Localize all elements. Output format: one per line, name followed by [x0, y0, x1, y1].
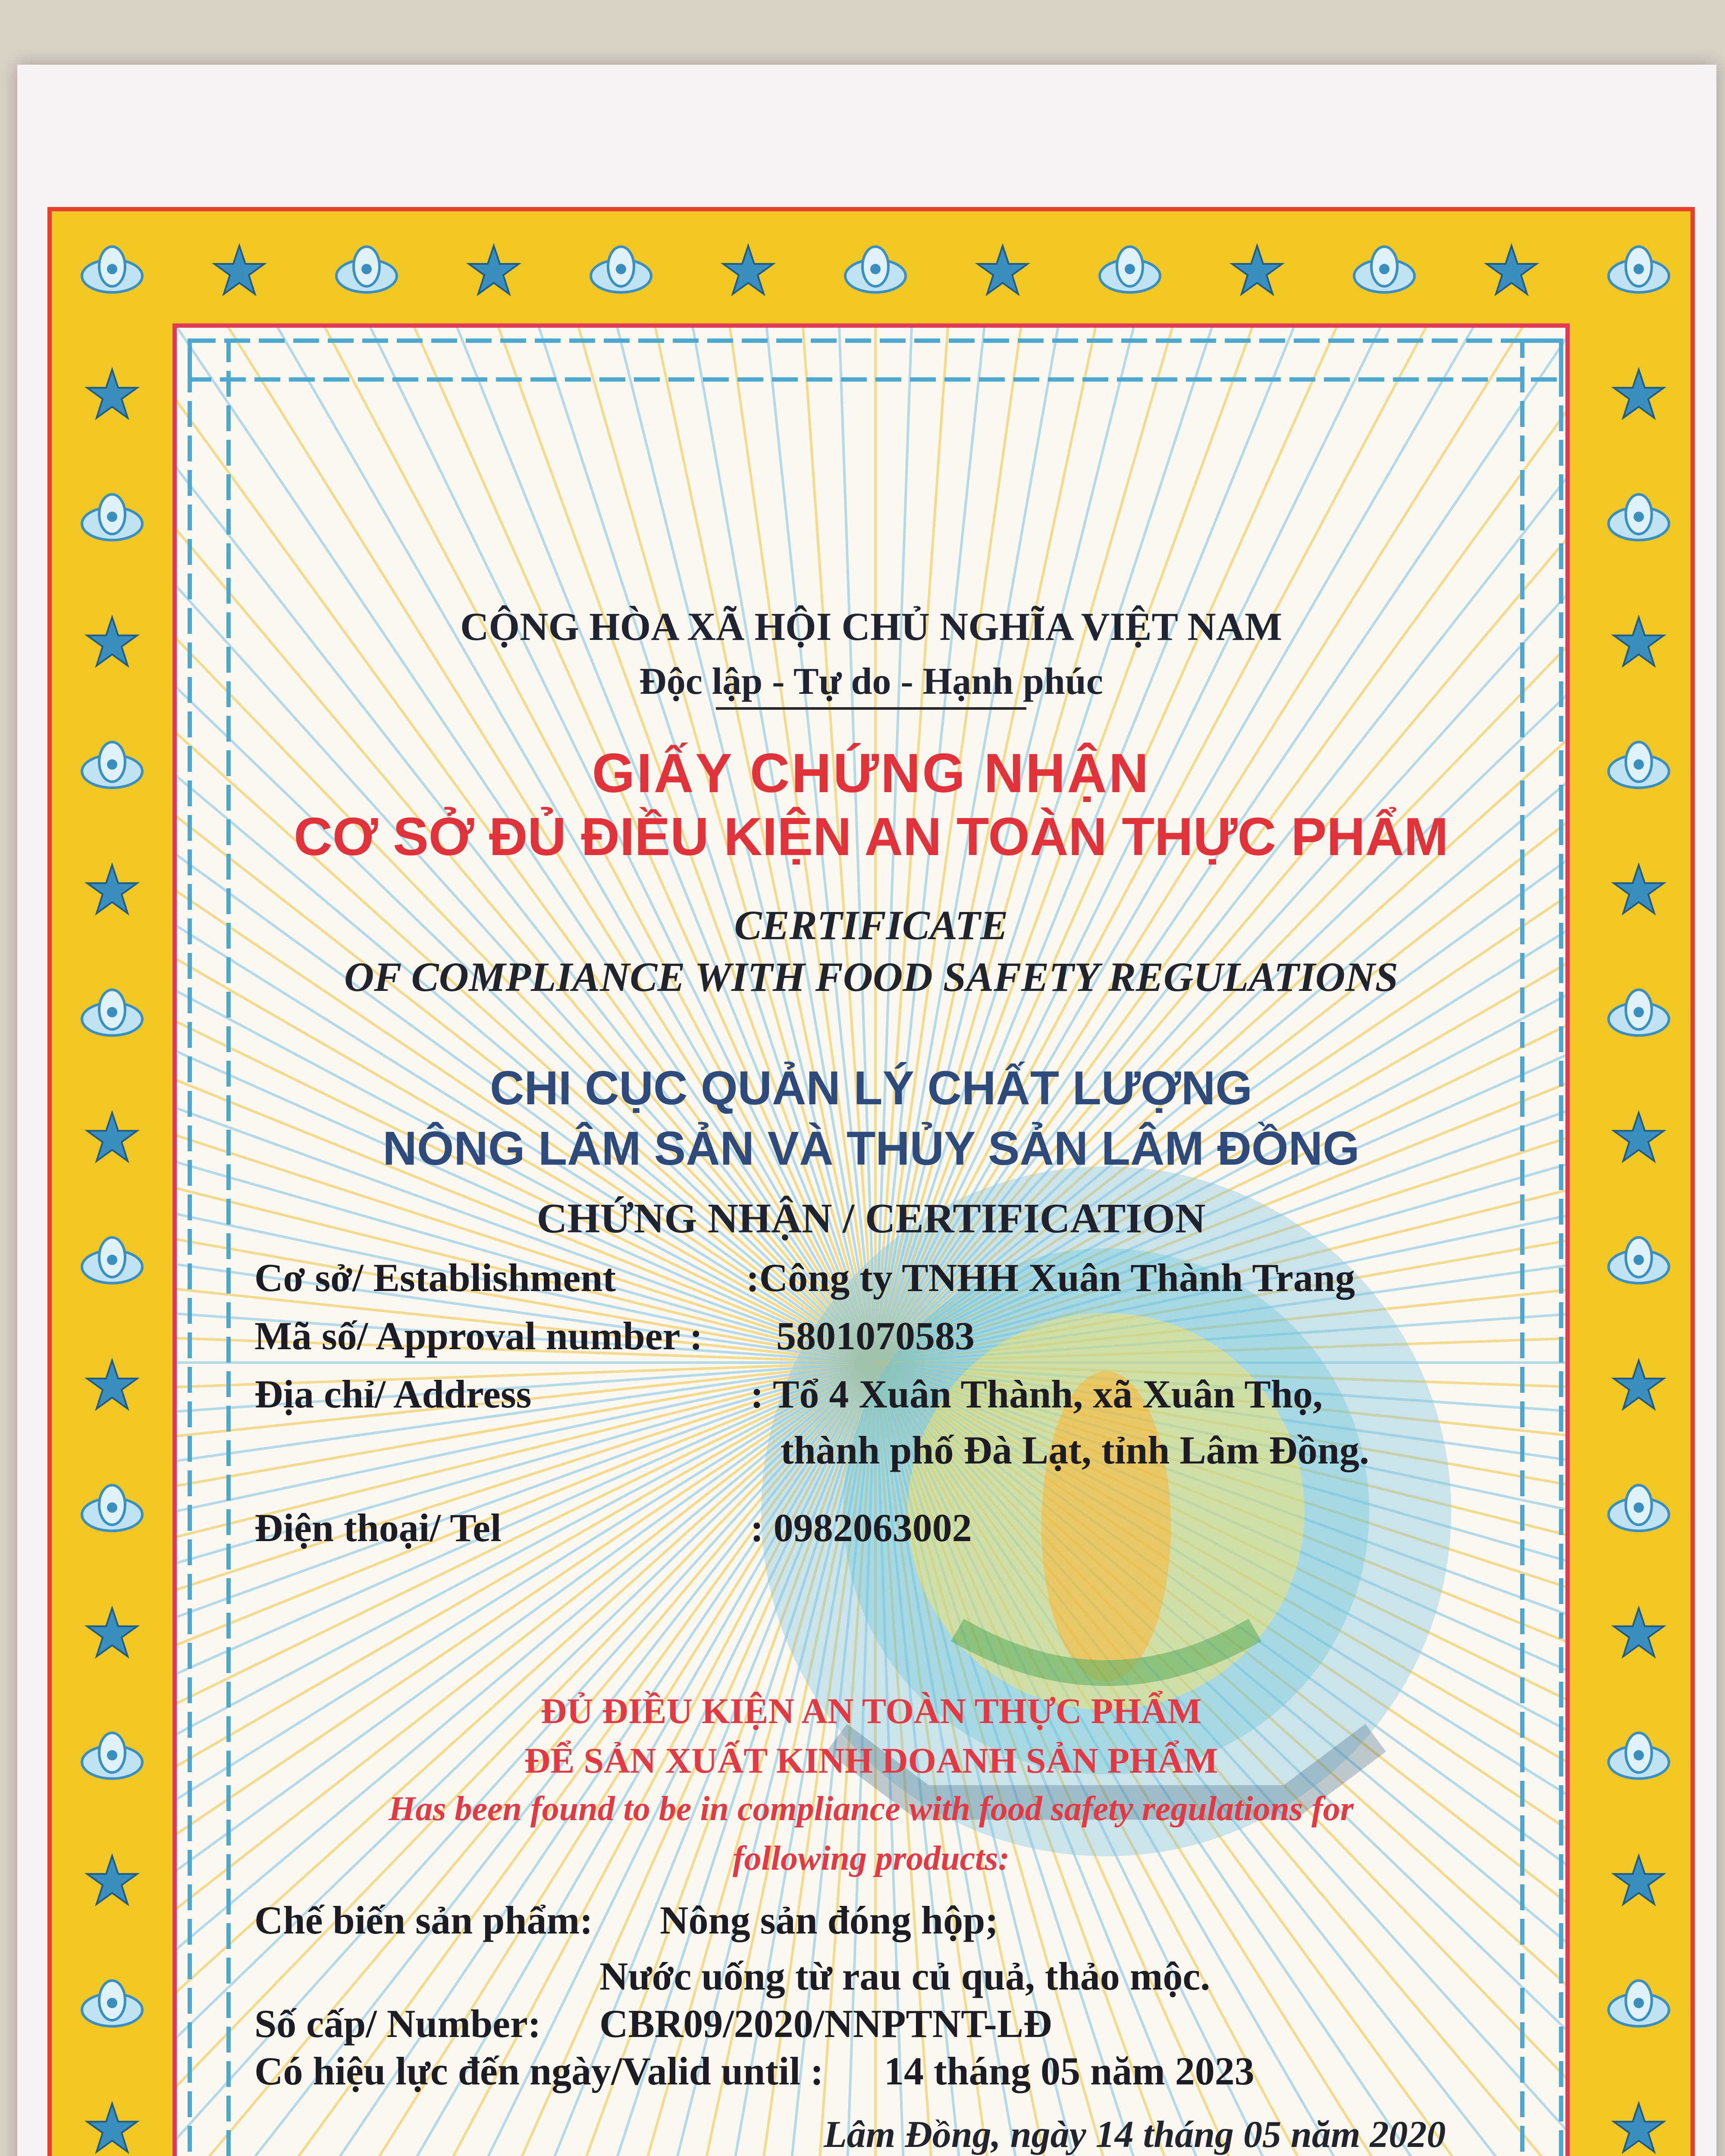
lotus-ornament-icon: [845, 247, 906, 292]
star-ornament-icon: [87, 1113, 137, 1161]
star-ornament-icon: [87, 865, 137, 913]
compliance-statement-en-line1: Has been found to be in compliance with food safety regulations for: [389, 1790, 1354, 1828]
star-ornament-icon: [469, 246, 519, 294]
star-ornament-icon: [1614, 1856, 1664, 1904]
lotus-ornament-icon: [82, 494, 142, 540]
ornamental-border: [47, 207, 1695, 2156]
compliance-statement-vn-line1: ĐỦ ĐIỀU KIỆN AN TOÀN THỰC PHẨM: [540, 1691, 1202, 1731]
star-ornament-icon: [1614, 1608, 1664, 1656]
address-value-line2: thành phố Đà Lạt, tỉnh Lâm Đồng.: [781, 1428, 1370, 1472]
star-ornament-icon: [1487, 246, 1537, 294]
star-ornament-icon: [87, 617, 137, 666]
phone-value: : 0982063002: [750, 1506, 972, 1550]
certificate-title-vn: GIẤY CHỨNG NHẬN: [592, 743, 1151, 804]
certificate-title-en: CERTIFICATE: [734, 902, 1008, 948]
lotus-ornament-icon: [82, 247, 142, 292]
star-ornament-icon: [87, 370, 137, 418]
star-ornament-icon: [723, 246, 773, 294]
star-ornament-icon: [1614, 865, 1664, 913]
approval-number-value: 5801070583: [776, 1314, 975, 1358]
lotus-ornament-icon: [1609, 1733, 1669, 1779]
national-title: CỘNG HÒA XÃ HỘI CHỦ NGHĨA VIỆT NAM: [460, 605, 1282, 649]
products-line2: Nước uống từ rau củ quả, thảo mộc.: [599, 1954, 1211, 1998]
lotus-ornament-icon: [1609, 1981, 1669, 2026]
place-and-date: Lâm Đồng, ngày 14 tháng 05 năm 2020: [824, 2114, 1446, 2156]
certificate-subtitle-en: OF COMPLIANCE WITH FOOD SAFETY REGULATIONS: [344, 954, 1399, 1000]
agency-name-line1: CHI CỤC QUẢN LÝ CHẤT LƯỢNG: [490, 1062, 1252, 1115]
star-ornament-icon: [1614, 1360, 1664, 1409]
products-line1: Nông sản đóng hộp;: [660, 1898, 998, 1942]
lotus-ornament-icon: [82, 1981, 142, 2026]
star-ornament-icon: [87, 1856, 137, 1904]
lotus-ornament-icon: [82, 1238, 142, 1283]
establishment-label: Cơ sở/ Establishment: [254, 1256, 616, 1300]
star-ornament-icon: [87, 1360, 137, 1409]
agency-name-line2: NÔNG LÂM SẢN VÀ THỦY SẢN LÂM ĐỒNG: [383, 1122, 1360, 1175]
certificate-content: [177, 328, 1565, 2156]
star-ornament-icon: [87, 1608, 137, 1656]
lotus-ornament-icon: [82, 990, 142, 1035]
lotus-ornament-icon: [82, 1733, 142, 1779]
star-ornament-icon: [1232, 246, 1282, 294]
motto-underline: [716, 707, 1026, 710]
lotus-ornament-icon: [591, 247, 651, 292]
lotus-ornament-icon: [82, 742, 142, 788]
compliance-statement-en-line2: following products:: [732, 1839, 1010, 1877]
lotus-ornament-icon: [1609, 990, 1669, 1035]
star-ornament-icon: [978, 246, 1028, 294]
address-value-line1: : Tổ 4 Xuân Thành, xã Xuân Thọ,: [750, 1372, 1323, 1416]
lotus-ornament-icon: [1354, 247, 1414, 292]
star-ornament-icon: [87, 2103, 137, 2152]
star-ornament-icon: [1614, 370, 1664, 418]
certificate-paper: [17, 65, 1716, 2156]
address-label: Địa chỉ/ Address: [254, 1372, 532, 1416]
validity-value: 14 tháng 05 năm 2023: [884, 2049, 1255, 2093]
approval-number-label: Mã số/ Approval number :: [254, 1314, 703, 1358]
national-motto: Độc lập - Tự do - Hạnh phúc: [639, 661, 1103, 702]
establishment-value: :Công ty TNHH Xuân Thành Trang: [746, 1256, 1355, 1300]
phone-label: Điện thoại/ Tel: [254, 1506, 502, 1550]
number-value: CBR09/2020/NNPTNT-LĐ: [599, 2002, 1052, 2046]
certification-heading: CHỨNG NHẬN / CERTIFICATION: [536, 1195, 1206, 1242]
lotus-ornament-icon: [1609, 494, 1669, 540]
inner-panel: [172, 323, 1570, 2156]
lotus-ornament-icon: [1100, 247, 1160, 292]
lotus-ornament-icon: [1609, 742, 1669, 788]
lotus-ornament-icon: [82, 1485, 142, 1531]
lotus-ornament-icon: [1609, 1485, 1669, 1531]
star-ornament-icon: [1614, 2103, 1664, 2152]
lotus-ornament-icon: [1609, 1238, 1669, 1283]
compliance-statement-vn-line2: ĐỂ SẢN XUẤT KINH DOANH SẢN PHẨM: [524, 1741, 1218, 1781]
lotus-ornament-icon: [336, 247, 397, 292]
number-label: Số cấp/ Number:: [254, 2002, 541, 2046]
certificate-subtitle-vn: CƠ SỞ ĐỦ ĐIỀU KIỆN AN TOÀN THỰC PHẨM: [294, 807, 1449, 867]
lotus-ornament-icon: [1609, 247, 1669, 292]
star-ornament-icon: [1614, 617, 1664, 666]
star-ornament-icon: [1614, 1113, 1664, 1161]
star-ornament-icon: [214, 246, 264, 294]
products-label: Chế biến sản phẩm:: [254, 1898, 593, 1942]
validity-label: Có hiệu lực đến ngày/Valid until :: [254, 2049, 824, 2093]
